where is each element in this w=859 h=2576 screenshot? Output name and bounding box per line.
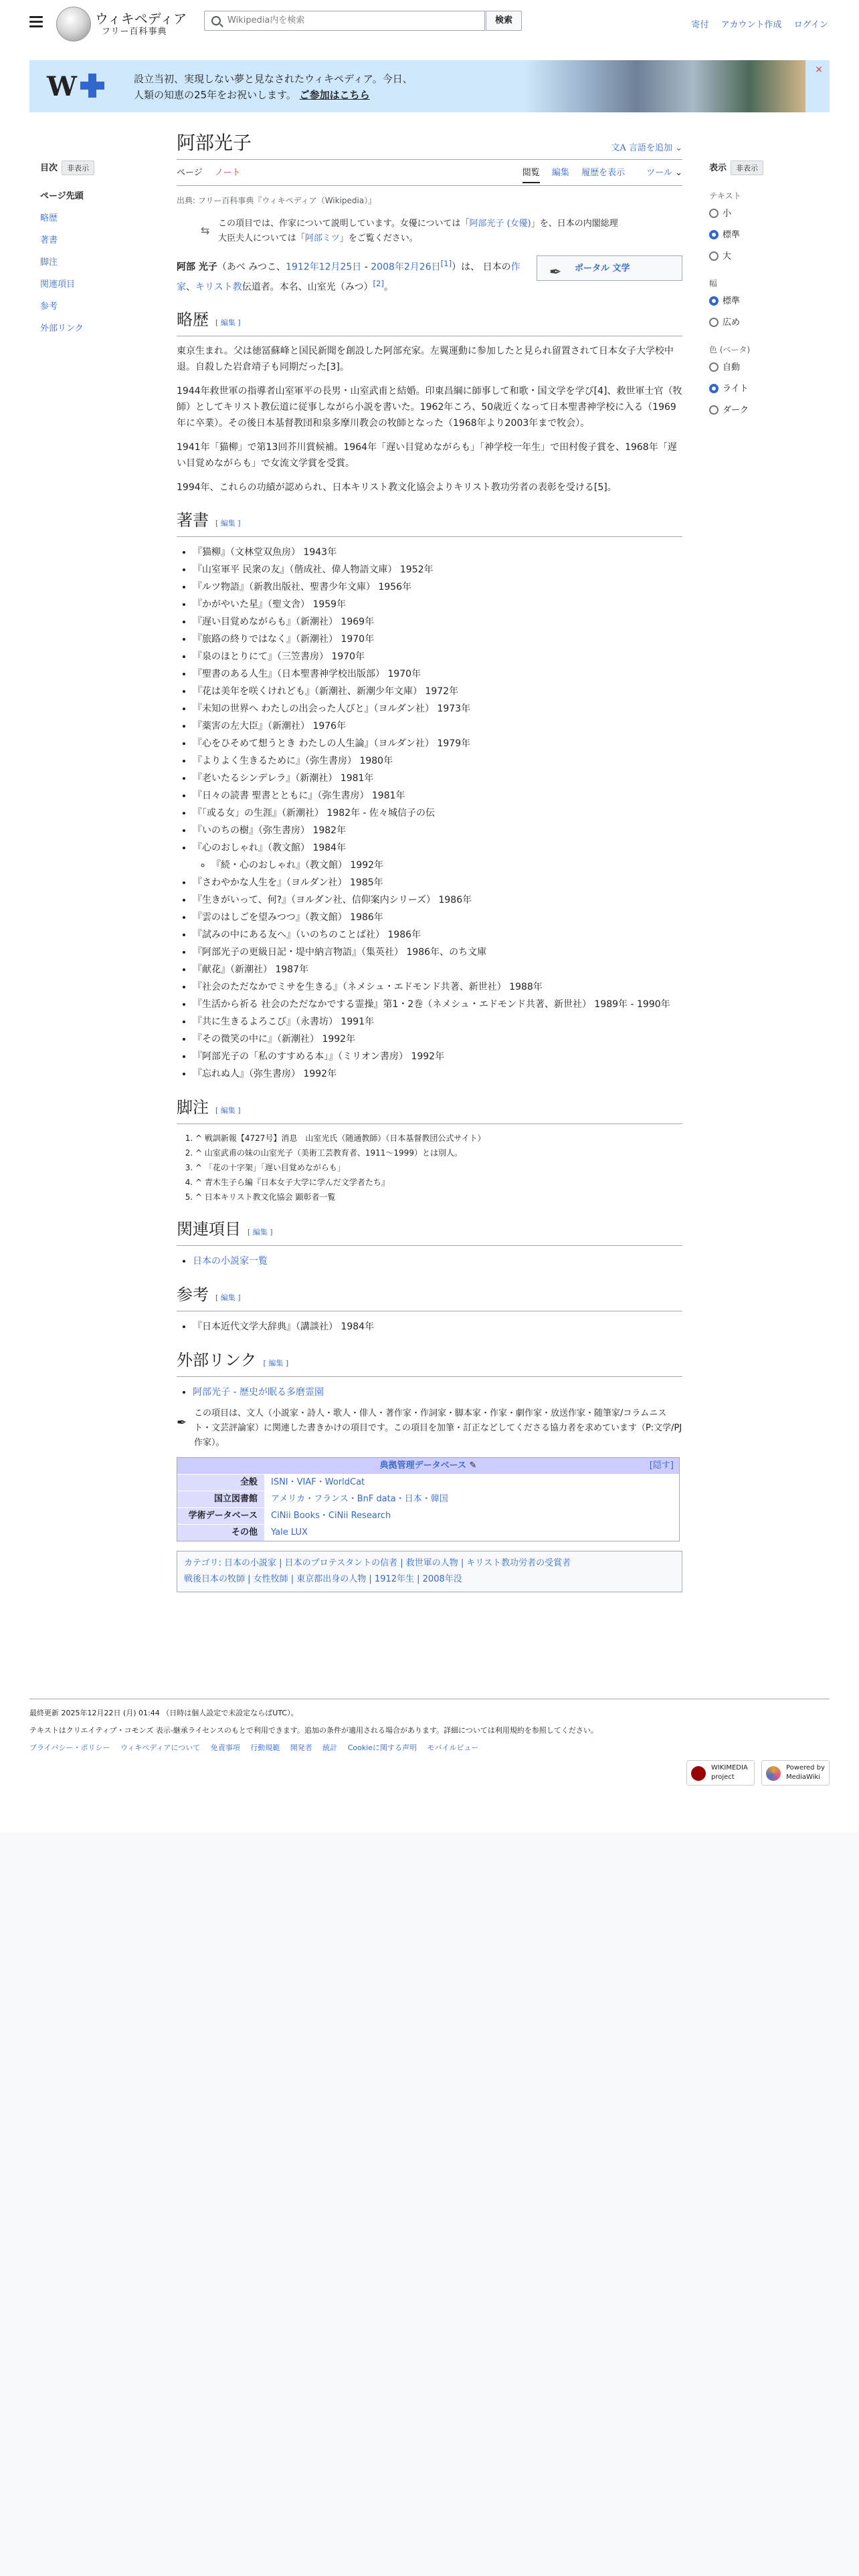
category-line[interactable]: カテゴリ: 日本の小説家 | 日本のプロテスタントの信者 | 救世軍の人物 | キリスト教功労者の受賞者 — [184, 1558, 571, 1569]
footer-link[interactable]: 免責事項 — [210, 1743, 240, 1752]
lead-text: 日本の — [482, 261, 511, 273]
edit-section-link[interactable]: [ 編集 ] — [248, 1228, 273, 1237]
chevron-down-icon: ⌄ — [675, 143, 682, 153]
authority-value[interactable]: CiNii Books・CiNii Research — [264, 1508, 679, 1524]
radio-selected-icon[interactable] — [709, 296, 719, 306]
authority-key: 学術データベース — [177, 1508, 264, 1524]
color-light[interactable] — [709, 383, 830, 395]
site-header — [0, 0, 859, 47]
section-refs-heading — [177, 1285, 682, 1311]
section-works-heading — [177, 510, 682, 537]
appearance-panel — [709, 160, 830, 426]
tab-page[interactable]: ページ — [177, 168, 203, 178]
section-external-heading — [177, 1350, 682, 1377]
edit-section-link[interactable]: [ 編集 ] — [215, 318, 241, 328]
site-footer — [29, 1699, 830, 1781]
lead-text: - — [361, 261, 371, 273]
work-item: • 『猫柳』（文林堂双魚房） 1943年 — [193, 544, 682, 561]
notes-list — [177, 1131, 682, 1204]
hatnote-link-mitsu[interactable]: 阿部ミツ — [304, 233, 340, 243]
works-list — [177, 544, 682, 1083]
work-item: • 『さわやかな人生を』（ヨルダン社） 1985年 — [193, 874, 682, 891]
work-item: • 『献花』（新潮社） 1987年 — [193, 961, 682, 978]
lead-text: （あべ みつこ、 — [217, 261, 286, 273]
authority-row — [177, 1474, 679, 1491]
toc-item-external[interactable]: 外部リンク — [40, 324, 84, 334]
banner-join-link[interactable]: ご参加はこちら — [299, 89, 370, 101]
lead-block — [177, 255, 682, 295]
source-line: 出典: フリー百科事典『ウィキペディア（Wikipedia）』 — [177, 196, 377, 205]
footer-link[interactable]: 行動規範 — [250, 1743, 280, 1752]
toc-hide-button[interactable]: 非表示 — [62, 160, 94, 175]
portal-literature-box[interactable] — [537, 255, 682, 281]
logo-subtitle: フリー百科事典 — [102, 27, 167, 37]
appearance-hide-button[interactable]: 非表示 — [731, 160, 763, 175]
toc-item-notes[interactable]: 脚注 — [40, 257, 58, 267]
quill-icon: ✒ — [177, 1416, 187, 1430]
hatnote-text: 」を、日本の内閣総理 — [531, 219, 618, 229]
authority-value[interactable]: アメリカ・フランス・BnF data・日本・韓国 — [264, 1491, 679, 1507]
license-text: テキストはクリエイティブ・コモンズ 表示-継承ライセンスのもとで利用できます。追加の条件が適用される場合があります。詳細については利用規約を参照してください。 — [29, 1726, 598, 1735]
mediawiki-logo-icon — [766, 1766, 781, 1781]
banner-artwork — [524, 60, 805, 112]
authority-row — [177, 1491, 679, 1507]
work-item: • 『心のおしゃれ』（教文館） 1984年 — [193, 839, 682, 857]
last-modified: 最終更新 2025年12月22日 (月) 01:44 （日時は個人設定で未設定ならばUTC）。 — [29, 1709, 298, 1717]
work-item: • 『よりよく生きるために』（弥生書房） 1980年 — [193, 752, 682, 770]
work-item: • 『雲のはしごを望みつつ』（教文館） 1986年 — [193, 909, 682, 926]
external-link-item[interactable]: • 阿部光子 - 歴史が眠る多磨霊園 — [193, 1384, 682, 1401]
lead-name: 阿部 光子 — [177, 261, 217, 273]
toc-item-bio[interactable]: 略歴 — [40, 213, 58, 223]
create-account-link[interactable]: アカウント作成 — [721, 20, 782, 30]
search-box[interactable] — [204, 11, 485, 31]
authority-row — [177, 1507, 679, 1524]
option-label: 標準 — [723, 230, 741, 240]
edit-section-link[interactable]: [ 編集 ] — [215, 1293, 241, 1303]
christianity-link[interactable]: キリスト教 — [195, 282, 242, 293]
stub-text: この項目は、文人（小説家・詩人・歌人・俳人・著作家・作詞家・脚本家・作家・劇作家・放送作家・随筆家/コラムニスト・文芸評論家）に関連した書きかけの項目です。この項目を加筆・訂正などしてくださる協力者を求めています（P:文学/PJ作家）。 — [194, 1408, 682, 1448]
note-item[interactable]: 1. ^ 戦訓新報【4727号】消息 山室光氏（随通教師）（日本基督教団公式サイト） — [195, 1131, 682, 1146]
hatnote-text: 大臣夫人については「 — [218, 233, 305, 243]
edit-section-link[interactable]: [ 編集 ] — [215, 519, 241, 528]
language-icon: 文A — [611, 143, 629, 153]
authority-hide-button[interactable]: [隠す] — [649, 1461, 674, 1471]
personal-links — [682, 17, 828, 30]
lead-paragraph — [177, 255, 524, 295]
work-item: • 『心をひそめて想うとき わたしの人生論』（ヨルダン社） 1979年 — [193, 735, 682, 752]
stub-notice — [177, 1406, 682, 1451]
edit-section-link[interactable]: [ 編集 ] — [263, 1359, 289, 1368]
badge-text: WIKIMEDIA project — [711, 1764, 748, 1781]
lead-text: 、 — [186, 282, 195, 293]
appearance-title: 表示 — [709, 163, 727, 173]
work-item: • 『ルツ物語』（新教出版社、聖書少年文庫） 1956年 — [193, 578, 682, 596]
bio-paragraph-1: 東京生まれ。父は徳冨蘇峰と国民新聞を創設した阿部充家。左翼運動に参加したと見られ留置されて日本女子大学校中退。自殺した岩倉靖子も同期だった[3]。 — [177, 346, 674, 373]
color-dark[interactable] — [709, 405, 830, 417]
footer-link[interactable]: Cookieに関する声明 — [347, 1743, 417, 1752]
banner-line1: 設立当初、実現しない夢と見なされたウィキペディア。今日、 — [134, 73, 413, 85]
heading-text: 参考 — [177, 1285, 209, 1305]
page-title — [177, 131, 682, 160]
work-item: • 『かがやいた星』（聖文舎） 1959年 — [193, 596, 682, 613]
radio-selected-icon[interactable] — [709, 230, 719, 239]
work-item: • 『老いたるシンデレラ』（新潮社） 1981年 — [193, 770, 682, 787]
external-list — [177, 1384, 682, 1401]
authority-control-box — [177, 1457, 680, 1541]
writer-link[interactable]: 作家 — [177, 261, 520, 293]
text-size-small[interactable] — [709, 208, 830, 220]
work-item: • 『日々の読書 聖書とともに』（弥生書房） 1981年 — [193, 787, 682, 804]
tab-history[interactable]: 履歴を表示 — [581, 168, 626, 178]
work-item: • 『聖書のある人生』（日本聖書神学校出版部） 1970年 — [193, 665, 682, 683]
note-item: 4. ^ 青木生子ら編『日本女子大学に学んだ文学者たち』 — [195, 1175, 682, 1190]
option-label: 自動 — [723, 362, 741, 372]
hatnote-link-actress[interactable]: 阿部光子 (女優) — [469, 219, 531, 229]
option-label: 広め — [723, 318, 741, 328]
work-item: • 『忘れぬ人』（弥生書房） 1992年 — [193, 1065, 682, 1083]
option-label: ライト — [723, 384, 749, 394]
color-label: 色 (ベータ) — [709, 345, 751, 354]
note-item: 2. ^ 山室武甫の妹の山室光子（美術工芸教育者、1911〜1999）とは別人。 — [195, 1146, 682, 1160]
category-box — [177, 1551, 682, 1592]
work-item: • 『山室軍平 民衆の友』（偕成社、偉人物語文庫） 1952年 — [193, 561, 682, 578]
color-auto[interactable] — [709, 362, 830, 374]
work-item: • 『生活から祈る 社会のただなかでする霊操』第1・2巻（ネメシュ・エドモンド共著、新世社） 1989年 - 1990年 — [193, 996, 682, 1013]
donate-link[interactable]: 寄付 — [691, 20, 709, 30]
disambiguation-icon: ⇆ — [201, 224, 210, 237]
authority-key: 全般 — [177, 1475, 264, 1491]
tools-label: ツール — [646, 168, 672, 178]
search-input[interactable] — [226, 15, 476, 26]
ref-item: • 『日本近代文学大辞典』（講談社） 1984年 — [193, 1318, 682, 1335]
radio-selected-icon[interactable] — [709, 384, 719, 393]
bio-paragraph-4: 1994年、これらの功績が認められ、日本キリスト教文化協会よりキリスト教功労者の表彰を受ける[5]。 — [177, 482, 617, 494]
bio-paragraph-3: 1941年「猫柳」で第13回芥川賞候補。1964年「遅い目覚めながらも」「神学校一年生」で田村俊子賞を、1968年「遅い目覚めながらも」で女流文学賞を受賞。 — [177, 442, 677, 469]
fountain-pen-icon: ✒ — [549, 264, 562, 281]
radio-icon[interactable] — [709, 209, 719, 218]
work-item: • 『生きがいって、何?』（ヨルダン社、信仰案内シリーズ） 1986年 — [193, 891, 682, 909]
toc-item-related[interactable]: 関連項目 — [40, 280, 76, 290]
add-language-label: 言語を追加 — [628, 143, 672, 153]
option-label: ダーク — [723, 405, 749, 415]
heading-text: 略歴 — [177, 310, 209, 330]
work-item: • 『社会のただなかでミサを生きる』（ネメシュ・エドモンド共著、新世社） 1988年 — [193, 978, 682, 996]
category-line[interactable]: 戦後日本の牧師 | 女性牧師 | 東京都出身の人物 | 1912年生 | 2008年没 — [184, 1574, 462, 1585]
refs-list — [177, 1318, 682, 1335]
tab-tools[interactable]: ツール ⌄ — [646, 168, 682, 178]
edit-section-link[interactable]: [ 編集 ] — [215, 1106, 241, 1115]
toc-item-top[interactable]: ページ先頭 — [40, 191, 84, 201]
authority-row — [177, 1524, 679, 1541]
width-label: 幅 — [709, 279, 718, 288]
lead-text: ）は、 — [452, 261, 480, 273]
heading-text: 外部リンク — [177, 1351, 257, 1370]
footer-link[interactable]: ウィキペディアについて — [120, 1743, 201, 1752]
w25-logo: W — [47, 71, 77, 102]
bio-paragraph-2: 1944年救世軍の指導者山室軍平の長男・山室武甫と結婚。印東昌綱に師事して和歌・国文学を学び[4]、救世軍士官（牧師）としてキリスト教伝道に従事しながら小説を書いた。1962年ころ、50歳近くなって日本聖書神学校に入る（1969年に卒業）。その後日本基督教団和泉多摩川教会の牧師となった（1968年より2003年まで牧会）。 — [177, 386, 682, 429]
related-item[interactable]: • 日本の小説家一覧 — [193, 1253, 682, 1270]
heading-text: 脚注 — [177, 1098, 209, 1117]
mediawiki-badge[interactable] — [761, 1760, 830, 1786]
radio-icon[interactable] — [709, 251, 719, 261]
work-sublist — [193, 857, 682, 874]
search-icon — [211, 16, 221, 25]
width-wide[interactable] — [709, 317, 830, 329]
work-item: • 『薬害の左大臣』（新潮社） 1976年 — [193, 718, 682, 735]
work-item: ◦ 『続・心のおしゃれ』（教文館） 1992年 — [211, 857, 682, 874]
page-tabs — [177, 165, 682, 186]
article-content — [177, 131, 682, 1592]
work-item: • 『泉のほとりにて』（三笠書房） 1970年 — [193, 648, 682, 665]
w25-plus-icon — [79, 72, 106, 99]
option-label: 大 — [723, 251, 732, 261]
toc-title: 目次 — [40, 163, 58, 173]
radio-icon[interactable] — [709, 362, 719, 372]
banner-text — [134, 71, 413, 103]
birth-date-link[interactable]: 1912年12月25日 — [286, 261, 362, 273]
edit-pencil-icon[interactable]: ✎ — [469, 1461, 477, 1471]
radio-icon[interactable] — [709, 318, 719, 327]
footer-link[interactable]: 開発者 — [290, 1743, 312, 1752]
table-of-contents — [40, 160, 154, 343]
tab-edit[interactable]: 編集 — [551, 168, 569, 178]
authority-header — [177, 1458, 679, 1474]
wikipedia-globe-icon[interactable] — [56, 7, 91, 41]
section-notes-heading — [177, 1097, 682, 1124]
hatnote-text: この項目では、作家について説明しています。女優については「 — [218, 219, 470, 229]
authority-key: 国立図書館 — [177, 1491, 264, 1507]
portal-label: ポータル 文学 — [575, 263, 630, 274]
authority-key: その他 — [177, 1525, 264, 1541]
wikimedia-badge[interactable] — [686, 1760, 755, 1786]
option-label: 小 — [723, 209, 732, 219]
width-standard[interactable] — [709, 296, 830, 308]
page-title-text: 阿部光子 — [177, 132, 252, 154]
banner-close-button[interactable]: × — [815, 64, 823, 75]
tab-read[interactable]: 閲覧 — [522, 168, 540, 183]
authority-value[interactable]: ISNI・VIAF・WorldCat — [264, 1475, 679, 1491]
death-date-link[interactable]: 2008年2月26日 — [371, 261, 441, 273]
work-item: • 『遅い目覚めながらも』（新潮社） 1969年 — [193, 613, 682, 631]
work-item: • 『「或る女」の生涯』（新潮社） 1982年 - 佐々城信子の伝 — [193, 804, 682, 822]
option-label: 標準 — [723, 296, 741, 306]
authority-value[interactable]: Yale LUX — [264, 1525, 679, 1541]
work-item: • 『未知の世界へ わたしの出会った人びと』（ヨルダン社） 1973年 — [193, 700, 682, 718]
work-item: • 『阿部光子の「私のすすめる本」』（ミリオン書房） 1992年 — [193, 1048, 682, 1065]
heading-text: 著書 — [177, 511, 209, 530]
logo-title[interactable]: ウィキペディア — [95, 11, 187, 27]
fundraising-banner — [29, 60, 830, 112]
note-item[interactable]: 5. ^ 日本キリスト教文化協会 顕彰者一覧 — [195, 1190, 682, 1204]
lead-text: 伝道者。本名、山室光（みつ） — [242, 282, 373, 293]
login-link[interactable]: ログイン — [793, 20, 828, 30]
lead-text: 。 — [383, 282, 393, 293]
menu-icon[interactable] — [29, 16, 43, 27]
work-item: • 『旅路の終りではなく』（新潮社） 1970年 — [193, 631, 682, 648]
authority-title[interactable]: 典拠管理データベース — [379, 1461, 466, 1471]
related-list — [177, 1253, 682, 1270]
work-sublist-wrapper — [193, 857, 682, 874]
wikimedia-logo-icon — [691, 1766, 706, 1781]
toc-item-works[interactable]: 著書 — [40, 235, 58, 245]
work-item: • 『いのちの樹』（弥生書房） 1982年 — [193, 822, 682, 839]
hatnote — [201, 217, 682, 246]
banner-line2: 人類の知恵の25年をお祝いします。 — [134, 89, 296, 101]
hatnote-text: 」をご覧ください。 — [339, 233, 418, 243]
section-related-heading — [177, 1219, 682, 1246]
tab-talk[interactable]: ノート — [214, 168, 241, 178]
toc-item-refs[interactable]: 参考 — [40, 302, 58, 312]
work-item: • 『花は美年を咲くけれども』（新潮社、新潮少年文庫） 1972年 — [193, 683, 682, 700]
work-item: • 『阿部光子の更級日記・堤中納言物語』（集英社） 1986年、のち文庫 — [193, 944, 682, 961]
text-size-large[interactable] — [709, 251, 830, 263]
ref-2[interactable]: [2] — [373, 278, 384, 288]
work-item: • 『試みの中にある友へ』（いのちのことば社） 1986年 — [193, 926, 682, 944]
work-item: • 『共に生きるよろこび』（永書坊） 1991年 — [193, 1013, 682, 1031]
section-bio-heading — [177, 310, 682, 336]
badge-text: Powered by MediaWiki — [786, 1764, 825, 1781]
footer-link[interactable]: プライバシー・ポリシー — [29, 1743, 110, 1752]
note-item: 3. ^ 「花の十字架」「遅い目覚めながらも」 — [195, 1160, 682, 1175]
text-size-standard[interactable] — [709, 229, 830, 241]
footer-link[interactable]: 統計 — [322, 1743, 338, 1752]
heading-text: 関連項目 — [177, 1220, 241, 1239]
work-item: • 『その微笑の中に』（新潮社） 1992年 — [193, 1031, 682, 1048]
radio-icon[interactable] — [709, 405, 719, 415]
add-language-button[interactable] — [611, 136, 682, 160]
ref-1[interactable]: [1] — [440, 259, 452, 268]
footer-links — [29, 1742, 830, 1753]
search-button[interactable]: 検索 — [486, 11, 522, 31]
footer-link[interactable]: モバイルビュー — [427, 1743, 479, 1752]
text-size-label: テキスト — [709, 191, 741, 201]
